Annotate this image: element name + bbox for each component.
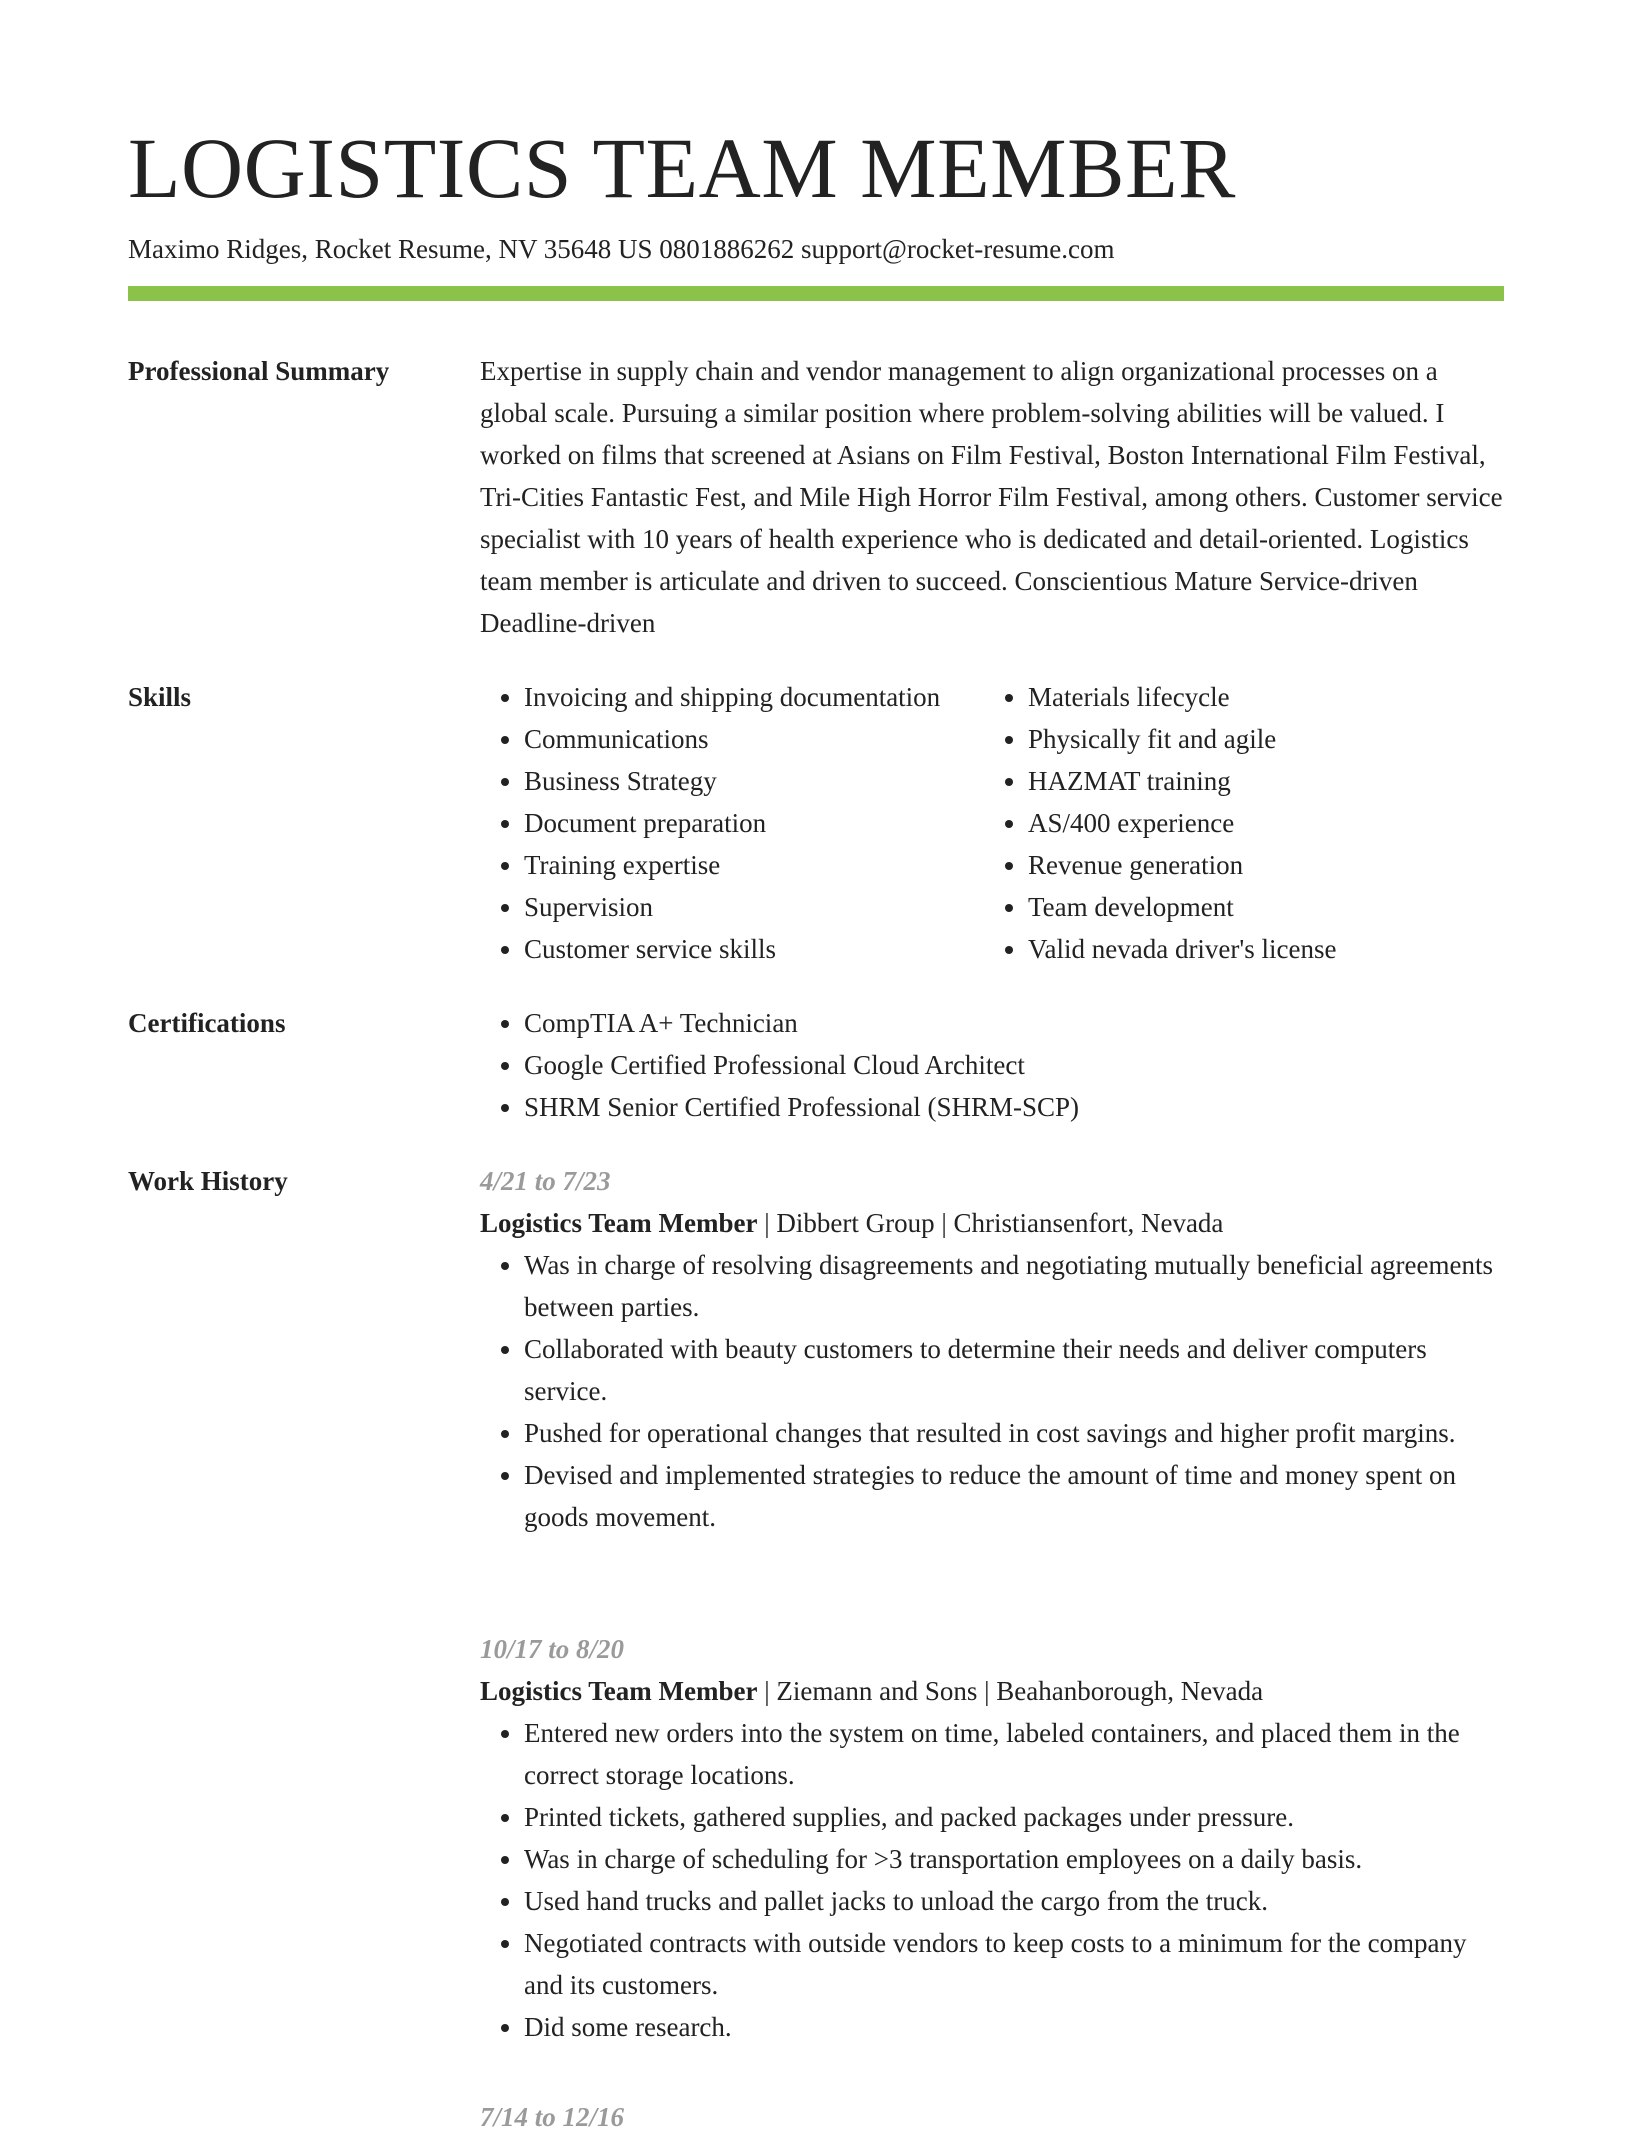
skill-item: • Physically fit and agile <box>1028 718 1488 760</box>
skill-item: • Materials lifecycle <box>1028 676 1488 718</box>
job-entry <box>480 2096 1504 2138</box>
work-history-heading: Work History <box>128 1166 288 1196</box>
job-entry <box>480 1160 1504 1538</box>
job-entry <box>480 1628 1504 2048</box>
skill-item: • Document preparation <box>524 802 984 844</box>
skill-item: • Invoicing and shipping documentation <box>524 676 984 718</box>
job-company-location: | Dibbert Group | Christiansenfort, Nevada <box>757 1208 1224 1238</box>
skill-item: • Business Strategy <box>524 760 984 802</box>
skill-item: • Training expertise <box>524 844 984 886</box>
job-dates: 4/21 to 7/23 <box>480 1166 611 1196</box>
responsibility-item: • Collaborated with beauty customers to determine their needs and deliver computers service. <box>524 1328 1504 1412</box>
certification-item: • CompTIA A+ Technician <box>524 1002 1504 1044</box>
responsibility-item: • Devised and implemented strategies to reduce the amount of time and money spent on goods movement. <box>524 1454 1504 1538</box>
header-divider <box>128 286 1504 301</box>
job-dates: 10/17 to 8/20 <box>480 1634 625 1664</box>
job-responsibilities <box>480 1712 1504 2048</box>
skill-item: • Revenue generation <box>1028 844 1488 886</box>
responsibility-item: • Entered new orders into the system on time, labeled containers, and placed them in the correct storage locations. <box>524 1712 1504 1796</box>
skill-item: • AS/400 experience <box>1028 802 1488 844</box>
skills-heading: Skills <box>128 682 192 712</box>
responsibility-item: • Printed tickets, gathered supplies, and packed packages under pressure. <box>524 1796 1504 1838</box>
skill-item: • HAZMAT training <box>1028 760 1488 802</box>
certification-item: • SHRM Senior Certified Professional (SHRM-SCP) <box>524 1086 1504 1128</box>
skills-list-right <box>984 676 1488 970</box>
job-title: Logistics Team Member <box>480 1208 758 1238</box>
skills-grid <box>480 676 1504 970</box>
job-dates: 7/14 to 12/16 <box>480 2102 625 2132</box>
skill-item: • Valid nevada driver's license <box>1028 928 1488 970</box>
responsibility-item: • Did some research. <box>524 2006 1504 2048</box>
skill-item: • Team development <box>1028 886 1488 928</box>
summary-text: Expertise in supply chain and vendor management to align organizational processes on a global scale. Pursuing a similar position where problem-solving abilities will be valued. I worked on films that screened at Asians on Film Festival, Boston International Film Festival, Tri-Cities Fantastic Fest, and Mile High Horror Film Festival, among others. Customer service specialist with 10 years of health experience who is dedicated and detail-oriented. Logistics team member is articulate and driven to succeed. Conscientious Mature Service-driven Deadline-driven <box>480 356 1503 638</box>
job-responsibilities <box>480 1244 1504 1538</box>
certifications-list <box>480 1002 1504 1128</box>
job-company-location: | Ziemann and Sons | Beahanborough, Nevada <box>757 1676 1264 1706</box>
responsibility-item: • Was in charge of resolving disagreements and negotiating mutually beneficial agreements between parties. <box>524 1244 1504 1328</box>
job-heading <box>480 1202 1504 1244</box>
responsibility-item: • Negotiated contracts with outside vendors to keep costs to a minimum for the company and its customers. <box>524 1922 1504 2006</box>
certification-item: • Google Certified Professional Cloud Architect <box>524 1044 1504 1086</box>
skills-section <box>480 676 1504 970</box>
certifications-section <box>480 1002 1504 1128</box>
contact-line: Maximo Ridges, Rocket Resume, NV 35648 US 0801886262 support@rocket-resume.com <box>128 234 1115 264</box>
summary-heading: Professional Summary <box>128 356 390 386</box>
certifications-heading: Certifications <box>128 1008 286 1038</box>
responsibility-item: • Pushed for operational changes that resulted in cost savings and higher profit margins. <box>524 1412 1504 1454</box>
summary-section <box>480 350 1504 644</box>
responsibility-item: • Used hand trucks and pallet jacks to unload the cargo from the truck. <box>524 1880 1504 1922</box>
skill-item: • Supervision <box>524 886 984 928</box>
job-title: Logistics Team Member <box>480 1676 758 1706</box>
skills-list-left <box>480 676 984 970</box>
skill-item: • Communications <box>524 718 984 760</box>
responsibility-item: • Was in charge of scheduling for >3 transportation employees on a daily basis. <box>524 1838 1504 1880</box>
job-heading <box>480 1670 1504 1712</box>
resume-title: LOGISTICS TEAM MEMBER <box>128 120 1236 216</box>
skill-item: • Customer service skills <box>524 928 984 970</box>
